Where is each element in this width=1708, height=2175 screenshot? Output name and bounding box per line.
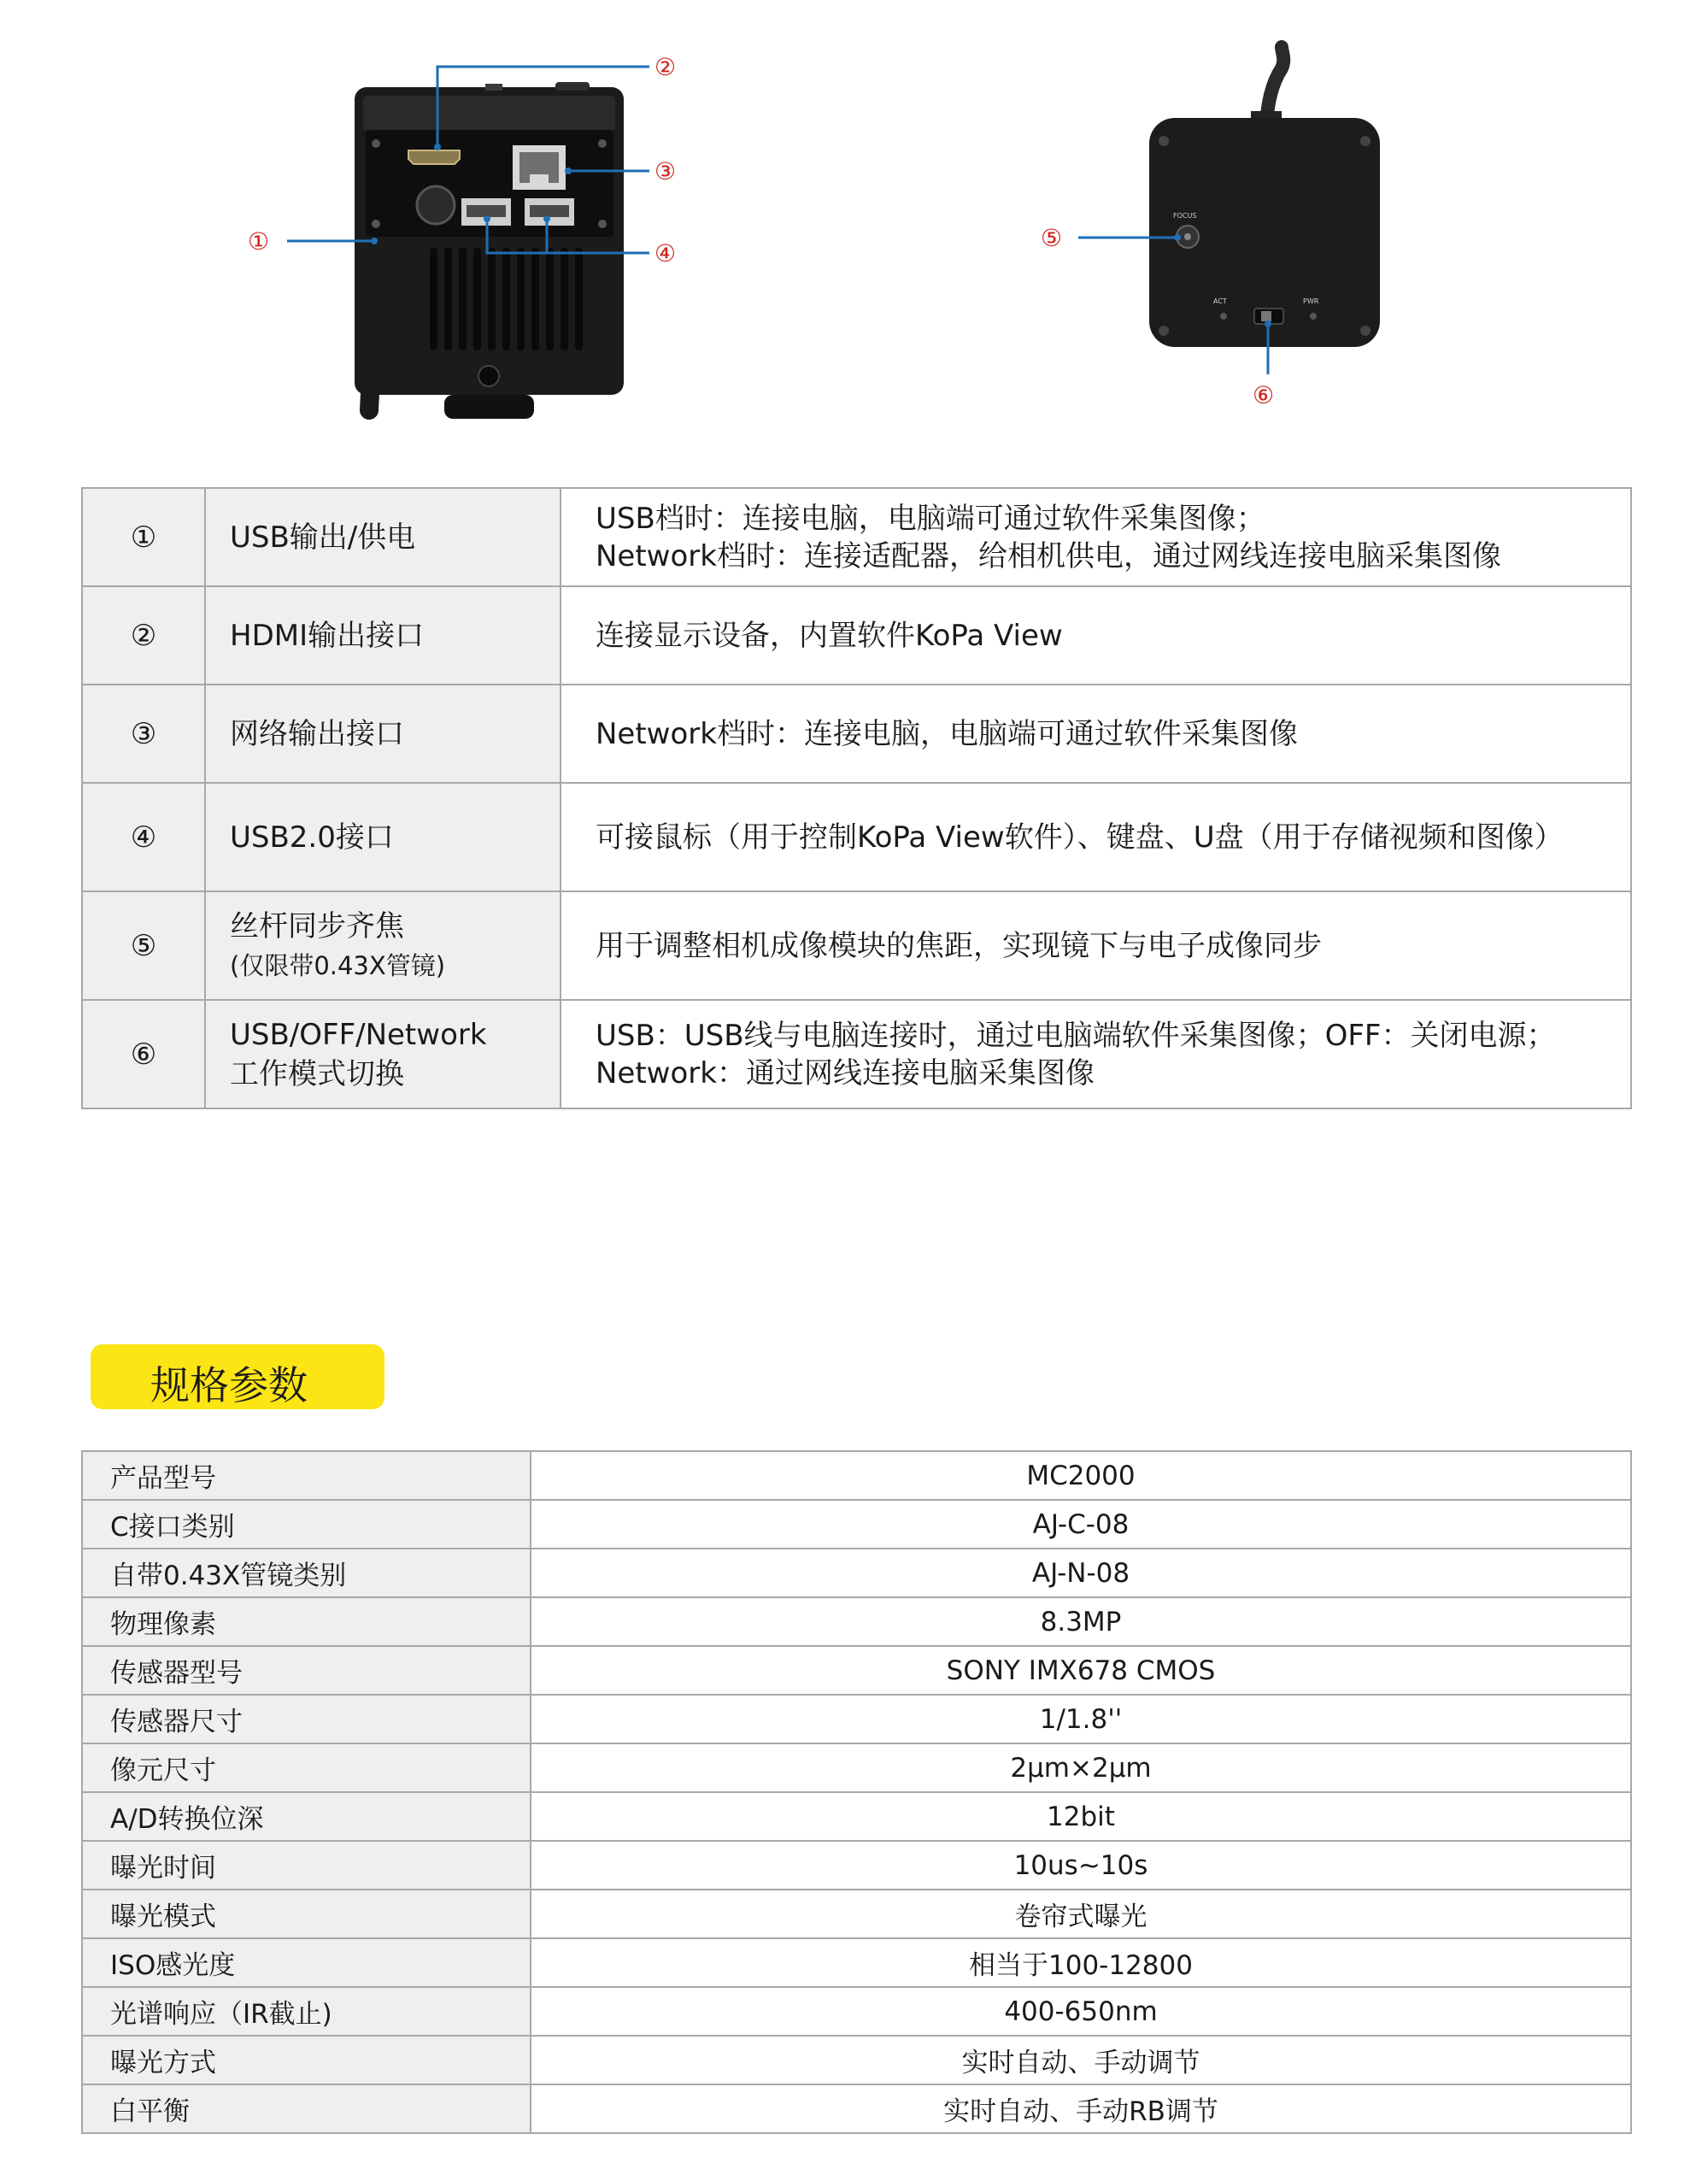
spec-value: AJ-C-08: [531, 1500, 1631, 1549]
port-name: [205, 685, 561, 783]
camera-diagram: [0, 0, 1708, 444]
spec-key: 传感器型号: [82, 1646, 531, 1695]
table-row: [82, 1792, 1631, 1841]
callout-6: ⑥: [1253, 381, 1275, 409]
screw-icon: [1360, 326, 1371, 336]
callout-dot: [565, 168, 572, 174]
table-row: [82, 586, 1631, 685]
desc-line: 可接鼠标（用于控制KoPa View软件）、键盘、U盘（用于存储视频和图像）: [596, 820, 1564, 855]
lens-mount: [444, 395, 534, 419]
callout-3: ③: [654, 157, 677, 185]
spec-value: 2μm×2μm: [531, 1743, 1631, 1792]
spec-value: 实时自动、手动RB调节: [531, 2084, 1631, 2133]
port-name: [205, 1000, 561, 1108]
table-row: [82, 1743, 1631, 1792]
hdmi-port-icon: [408, 150, 460, 164]
spec-key: 白平衡: [82, 2084, 531, 2133]
port-name: [205, 783, 561, 891]
mode-switch-slider: [1261, 311, 1271, 321]
camera-top-knob: [555, 82, 590, 91]
spec-key: 曝光时间: [82, 1841, 531, 1890]
port-name-line: USB2.0接口: [230, 820, 394, 855]
port-number: ⑥: [82, 1000, 205, 1108]
camera-side-view: [355, 82, 624, 419]
callout-dot: [1265, 320, 1271, 327]
spec-key: 自带0.43X管镜类别: [82, 1549, 531, 1597]
port-description: [561, 783, 1631, 891]
cable-connector: [417, 186, 455, 224]
port-name-line: HDMI输出接口: [230, 618, 425, 653]
table-row: [82, 1938, 1631, 1987]
callout-4: ④: [654, 239, 677, 267]
focus-knob-center: [1184, 233, 1191, 240]
port-name-line: 丝杆同步齐焦: [230, 908, 404, 943]
callout-dot: [434, 144, 441, 150]
specs-table: [81, 1450, 1632, 2134]
table-row: [82, 2084, 1631, 2133]
port-number: ⑤: [82, 891, 205, 1000]
port-number: ④: [82, 783, 205, 891]
spec-key: 光谱响应（IR截止): [82, 1987, 531, 2036]
spec-value: 12bit: [531, 1792, 1631, 1841]
camera-top-detail: [485, 84, 502, 91]
spec-key: 传感器尺寸: [82, 1695, 531, 1743]
spec-key: ISO感光度: [82, 1938, 531, 1987]
spec-value: 卷帘式曝光: [531, 1890, 1631, 1938]
port-name-line: USB/OFF/Network: [230, 1017, 487, 1052]
screw-icon: [372, 139, 380, 148]
table-row: [82, 891, 1631, 1000]
spec-value: 1/1.8'': [531, 1695, 1631, 1743]
table-row: [82, 1890, 1631, 1938]
pwr-led-icon: [1310, 313, 1317, 320]
callout-2: ②: [654, 53, 677, 81]
table-row: [82, 1987, 1631, 2036]
screw-icon: [598, 139, 607, 148]
act-label: ACT: [1213, 297, 1227, 305]
ethernet-port-tab: [530, 174, 549, 183]
spec-value: 10us~10s: [531, 1841, 1631, 1890]
port-name-line: 工作模式切换: [230, 1056, 404, 1091]
port-name: [205, 488, 561, 586]
screw-icon: [1159, 136, 1169, 146]
callout-dot: [484, 215, 490, 222]
section-tag: [91, 1344, 384, 1409]
usb-port-inner: [530, 205, 569, 217]
pwr-label: PWR: [1303, 297, 1319, 305]
port-description: [561, 488, 1631, 586]
port-description: [561, 685, 1631, 783]
camera-top-edge: [363, 96, 615, 132]
desc-line: USB：USB线与电脑连接时，通过电脑端软件采集图像；OFF：关闭电源；: [596, 1018, 1556, 1053]
camera-back-view: [1149, 47, 1380, 347]
spec-key: C接口类别: [82, 1500, 531, 1549]
port-number: ①: [82, 488, 205, 586]
spec-key: A/D转换位深: [82, 1792, 531, 1841]
port-name: [205, 586, 561, 685]
callout-dot: [543, 215, 550, 222]
desc-line: Network档时：连接电脑，电脑端可通过软件采集图像: [596, 716, 1298, 751]
table-row: [82, 1549, 1631, 1597]
callout-5: ⑤: [1041, 224, 1063, 252]
spec-value: 相当于100-12800: [531, 1938, 1631, 1987]
desc-line: Network档时：连接适配器，给相机供电，通过网线连接电脑采集图像: [596, 538, 1501, 573]
table-row: [82, 488, 1631, 586]
ports-table: [81, 487, 1632, 1109]
spec-value: 实时自动、手动调节: [531, 2036, 1631, 2084]
table-row: [82, 1841, 1631, 1890]
table-row: [82, 2036, 1631, 2084]
table-row: [82, 1597, 1631, 1646]
spec-key: 曝光方式: [82, 2036, 531, 2084]
table-row: [82, 1500, 1631, 1549]
port-name-line: 网络输出接口: [230, 716, 404, 751]
port-number: ②: [82, 586, 205, 685]
table-row: [82, 1695, 1631, 1743]
tripod-hole: [478, 366, 499, 386]
port-name-line: USB输出/供电: [230, 520, 416, 555]
usb-port-inner: [467, 205, 506, 217]
section-title: 规格参数: [150, 1362, 308, 1408]
desc-line: USB档时：连接电脑，电脑端可通过软件采集图像；: [596, 501, 1265, 536]
focus-label: FOCUS: [1173, 212, 1197, 220]
port-number: ③: [82, 685, 205, 783]
screw-icon: [1360, 136, 1371, 146]
spec-key: 曝光模式: [82, 1890, 531, 1938]
port-description: [561, 1000, 1631, 1108]
callout-1: ①: [248, 227, 270, 256]
spec-value: SONY IMX678 CMOS: [531, 1646, 1631, 1695]
port-name: [205, 891, 561, 1000]
desc-line: 用于调整相机成像模块的焦距，实现镜下与电子成像同步: [596, 928, 1322, 963]
camera-diagram-svg: [0, 0, 1708, 444]
spec-value: MC2000: [531, 1451, 1631, 1500]
spec-value: 400-650nm: [531, 1987, 1631, 2036]
spec-key: 产品型号: [82, 1451, 531, 1500]
screw-icon: [1159, 326, 1169, 336]
table-row: [82, 685, 1631, 783]
spec-key: 像元尺寸: [82, 1743, 531, 1792]
port-description: [561, 586, 1631, 685]
screw-icon: [598, 220, 607, 228]
desc-line: 连接显示设备，内置软件KoPa View: [596, 618, 1063, 653]
act-led-icon: [1220, 313, 1227, 320]
spec-value: AJ-N-08: [531, 1549, 1631, 1597]
desc-line: Network：通过网线连接电脑采集图像: [596, 1055, 1095, 1090]
callout-dot: [1174, 234, 1181, 241]
spec-value: 8.3MP: [531, 1597, 1631, 1646]
callout-dot: [371, 238, 378, 244]
table-row: [82, 1000, 1631, 1108]
spec-key: 物理像素: [82, 1597, 531, 1646]
table-row: [82, 1451, 1631, 1500]
port-description: [561, 891, 1631, 1000]
screw-icon: [372, 220, 380, 228]
table-row: [82, 1646, 1631, 1695]
table-row: [82, 783, 1631, 891]
port-name-note: (仅限带0.43X管镜): [230, 950, 446, 980]
